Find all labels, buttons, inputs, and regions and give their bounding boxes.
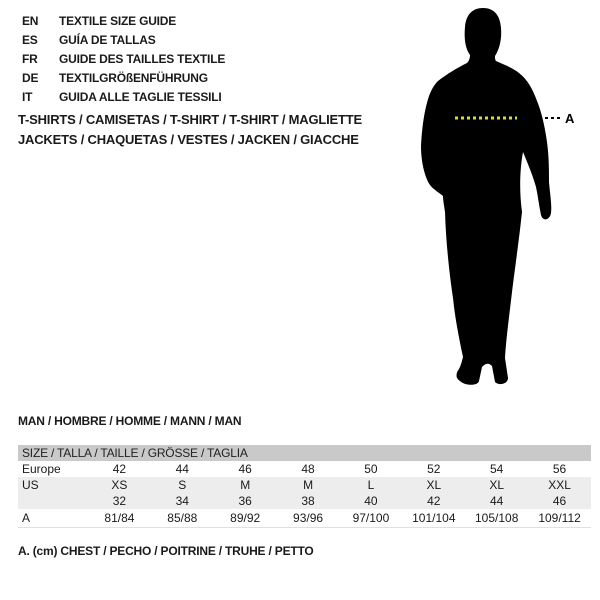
section-title: MAN / HOMBRE / HOMME / MANN / MAN	[18, 414, 242, 428]
language-guide-title: TEXTILGRÖßENFÜHRUNG	[59, 71, 208, 85]
language-row	[22, 12, 225, 31]
table-row	[18, 461, 591, 477]
language-row	[22, 31, 225, 50]
table-cell: 50	[364, 462, 378, 476]
language-row	[22, 50, 225, 69]
table-cell: XL	[426, 478, 442, 492]
table-cell: 44	[175, 462, 189, 476]
table-cell: 97/100	[352, 511, 390, 525]
table-cell: 46	[552, 494, 567, 508]
row-label: A	[22, 511, 31, 525]
table-cell: 40	[364, 494, 378, 508]
language-title-list	[22, 12, 225, 107]
table-cell: M	[240, 478, 251, 492]
table-cell: L	[367, 478, 375, 492]
table-cell: 101/104	[412, 511, 456, 525]
language-guide-title: GUÍA DE TALLAS	[59, 33, 156, 47]
table-cell: XXL	[548, 478, 571, 492]
table-cell: S	[178, 478, 187, 492]
table-cell: 44	[490, 494, 504, 508]
table-cell: 48	[301, 462, 315, 476]
table-cell: 89/92	[230, 511, 261, 525]
language-code: ES	[22, 33, 38, 47]
man-silhouette	[421, 8, 551, 385]
language-row	[22, 69, 225, 88]
table-row	[18, 477, 591, 493]
size-table	[18, 445, 591, 528]
row-label: US	[22, 478, 39, 492]
table-cell: 42	[112, 462, 127, 476]
table-cell: 42	[427, 494, 441, 508]
language-guide-title: TEXTILE SIZE GUIDE	[59, 14, 177, 28]
table-cell: 85/88	[167, 511, 198, 525]
measure-label-a: A	[565, 111, 575, 126]
table-cell: 109/112	[538, 511, 581, 525]
table-cell: 32	[112, 494, 127, 508]
table-row	[18, 509, 591, 527]
table-cell: XL	[489, 478, 505, 492]
row-label: Europe	[22, 462, 61, 476]
table-cell: XS	[111, 478, 128, 492]
table-cell: 38	[301, 494, 315, 508]
table-cell: 105/108	[474, 511, 519, 525]
male-silhouette-figure	[395, 0, 600, 400]
language-row	[22, 88, 225, 107]
language-code: DE	[22, 71, 39, 85]
table-cell: 36	[238, 494, 252, 508]
size-table-body	[18, 461, 591, 527]
table-cell: 56	[552, 462, 567, 476]
table-cell: 54	[490, 462, 504, 476]
table-cell: 46	[238, 462, 252, 476]
category-line: T-SHIRTS / CAMISETAS / T-SHIRT / T-SHIRT / MAGLIETTE	[18, 112, 362, 127]
table-cell: 52	[427, 462, 441, 476]
measurement-footnote: A. (cm) CHEST / PECHO / POITRINE / TRUHE / PETTO	[18, 544, 314, 558]
table-row	[18, 493, 591, 509]
category-line: JACKETS / CHAQUETAS / VESTES / JACKEN / GIACCHE	[18, 132, 359, 147]
language-code: FR	[22, 52, 38, 66]
language-code: IT	[22, 90, 33, 104]
category-lines	[18, 110, 362, 150]
table-cell: 34	[175, 494, 189, 508]
language-guide-title: GUIDA ALLE TAGLIE TESSILI	[59, 90, 222, 104]
table-cell: M	[303, 478, 314, 492]
language-guide-title: GUIDE DES TAILLES TEXTILE	[59, 52, 226, 66]
language-code: EN	[22, 14, 39, 28]
size-table-header: SIZE / TALLA / TAILLE / GRÖSSE / TAGLIA	[18, 445, 591, 461]
table-cell: 93/96	[293, 511, 324, 525]
man-silhouette-svg	[395, 0, 600, 400]
table-cell: 81/84	[104, 511, 135, 525]
